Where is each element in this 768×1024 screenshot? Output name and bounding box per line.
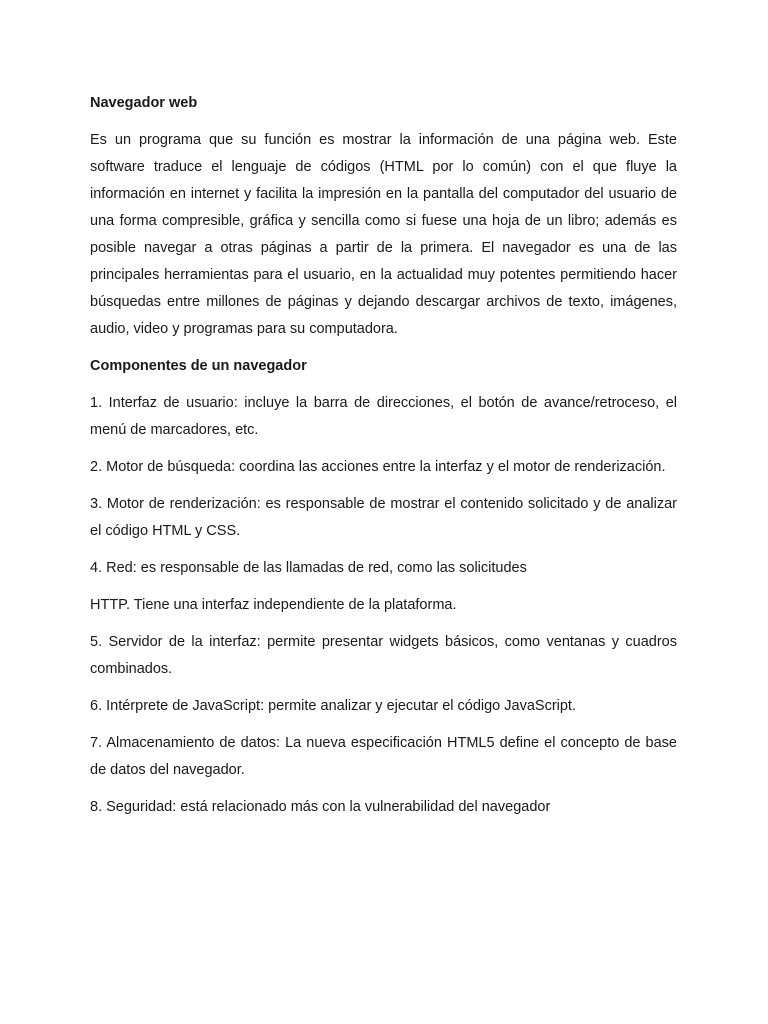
- list-item-red: 4. Red: es responsable de las llamadas de red, como las solicitudes: [90, 560, 527, 576]
- section-title: Componentes de un navegador: [90, 358, 307, 374]
- intro-paragraph: Es un programa que su función es mostrar la información de una página web. Este software traduce el lenguaje de códigos (HTML por lo común) con el que fluye la información en internet y facilita la impresión en la pantalla del computador del usuario de una forma compresible, gráfica y sencilla como si fuese una hoja de un libro; además es posible navegar a otras páginas a partir de la primera. El navegador es una de las principales herramientas para el usuario, en la actualidad muy potentes permitiendo hacer búsquedas entre millones de páginas y dejando descargar archivos de texto, imágenes, audio, video y programas para su computadora.: [90, 132, 677, 337]
- list-item-almacenamiento: 7. Almacenamiento de datos: La nueva especificación HTML5 define el concepto de base de datos del navegador.: [90, 735, 677, 778]
- list-item-interprete-javascript: 6. Intérprete de JavaScript: permite analizar y ejecutar el código JavaScript.: [90, 698, 576, 714]
- document-title: Navegador web: [90, 95, 198, 111]
- list-item-interfaz: 1. Interfaz de usuario: incluye la barra de direcciones, el botón de avance/retroceso, el menú de marcadores, etc.: [90, 395, 677, 438]
- list-item-red-continuation: HTTP. Tiene una interfaz independiente de la plataforma.: [90, 597, 457, 613]
- list-item-seguridad: 8. Seguridad: está relacionado más con la vulnerabilidad del navegador: [90, 799, 551, 815]
- list-item-motor-renderizacion: 3. Motor de renderización: es responsable de mostrar el contenido solicitado y de analizar el código HTML y CSS.: [90, 496, 677, 539]
- list-item-motor-busqueda: 2. Motor de búsqueda: coordina las acciones entre la interfaz y el motor de renderización.: [90, 459, 666, 475]
- document-page: [90, 90, 677, 831]
- list-item-servidor-interfaz: 5. Servidor de la interfaz: permite presentar widgets básicos, como ventanas y cuadros combinados.: [90, 634, 677, 677]
